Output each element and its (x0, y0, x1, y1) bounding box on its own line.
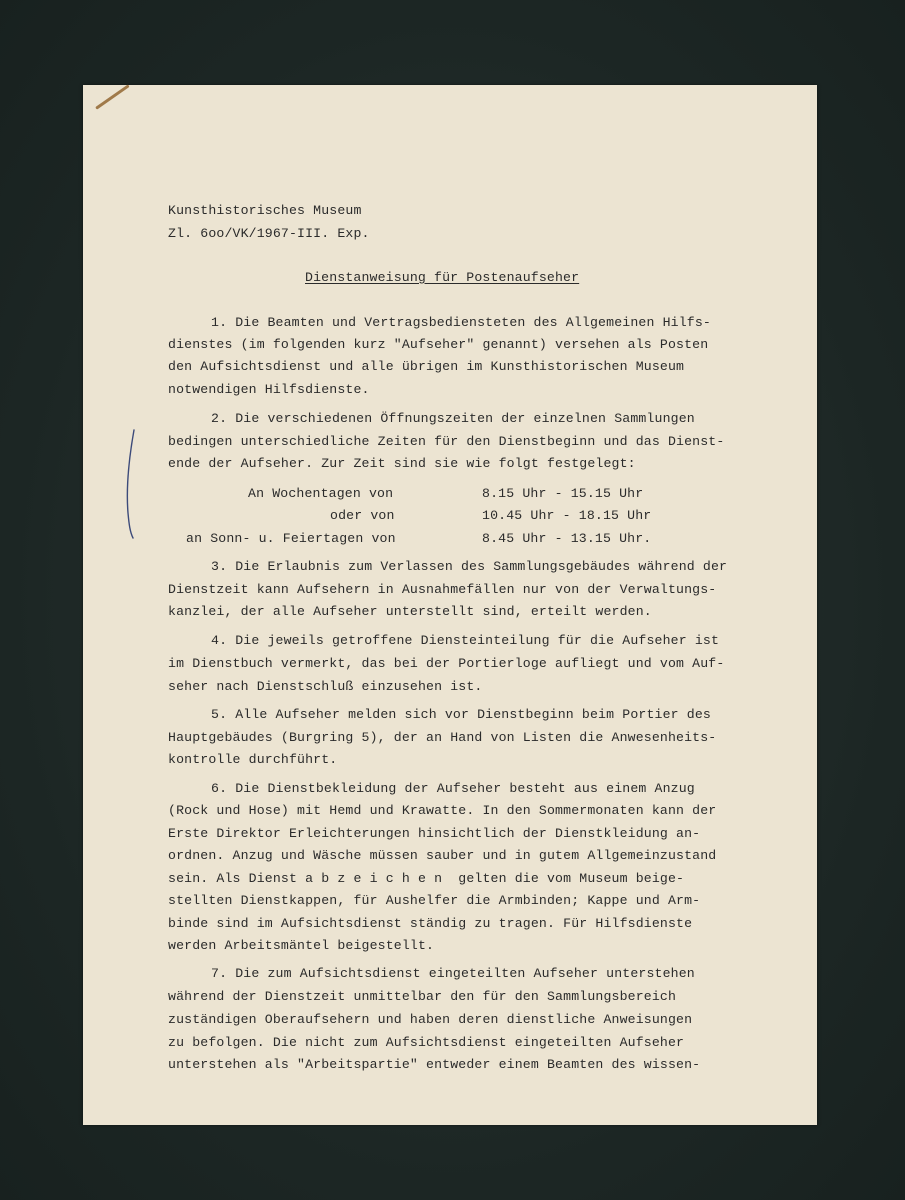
paragraph-6-line: Erste Direktor Erleichterungen hinsichtlich der Dienstkleidung an- (168, 826, 701, 841)
schedule-label: an Sonn- u. Feiertagen von (186, 531, 396, 546)
paragraph-6-line: (Rock und Hose) mit Hemd und Krawatte. In den Sommermonaten kann der (168, 803, 717, 818)
paragraph-6-line: werden Arbeitsmäntel beigestellt. (168, 938, 435, 953)
paragraph-1-line: notwendigen Hilfsdienste. (168, 382, 370, 397)
paragraph-4-line: 4. Die jeweils getroffene Diensteinteilung für die Aufseher ist (211, 633, 720, 648)
paragraph-5-line: 5. Alle Aufseher melden sich vor Dienstbeginn beim Portier des (211, 707, 711, 722)
schedule-time: 10.45 Uhr - 18.15 Uhr (482, 508, 652, 523)
paragraph-3-line: Dienstzeit kann Aufsehern in Ausnahmefällen nur von der Verwaltungs- (168, 582, 717, 597)
schedule-label: An Wochentagen von (248, 486, 394, 501)
paragraph-2-line: ende der Aufseher. Zur Zeit sind sie wie folgt festgelegt: (168, 456, 636, 471)
paragraph-7-line: 7. Die zum Aufsichtsdienst eingeteilten Aufseher unterstehen (211, 966, 695, 981)
paragraph-2-line: bedingen unterschiedliche Zeiten für den Dienstbeginn und das Dienst- (168, 434, 725, 449)
document-title: Dienstanweisung für Postenaufseher (305, 270, 580, 285)
paragraph-5-line: kontrolle durchführt. (168, 752, 338, 767)
paragraph-3-line: kanzlei, der alle Aufseher unterstellt sind, erteilt werden. (168, 604, 652, 619)
paragraph-2-line: 2. Die verschiedenen Öffnungszeiten der einzelnen Sammlungen (211, 411, 695, 426)
schedule-time: 8.15 Uhr - 15.15 Uhr (482, 486, 644, 501)
paragraph-6-line: binde sind im Aufsichtsdienst ständig zu tragen. Für Hilfsdienste (168, 916, 693, 931)
paragraph-3-line: 3. Die Erlaubnis zum Verlassen des Sammlungsgebäudes während der (211, 559, 728, 574)
paragraph-4-line: im Dienstbuch vermerkt, das bei der Portierloge aufliegt und vom Auf- (168, 656, 725, 671)
paragraph-7-line: zuständigen Oberaufsehern und haben deren dienstliche Anweisungen (168, 1012, 693, 1027)
paragraph-6-line: stellten Dienstkappen, für Aushelfer die Armbinden; Kappe und Arm- (168, 893, 701, 908)
paragraph-7-line: während der Dienstzeit unmittelbar den für den Sammlungsbereich (168, 989, 677, 1004)
paragraph-1-line: 1. Die Beamten und Vertragsbediensteten des Allgemeinen Hilfs- (211, 315, 711, 330)
paragraph-7-line: zu befolgen. Die nicht zum Aufsichtsdienst eingeteilten Aufseher (168, 1035, 685, 1050)
paragraph-6-line: ordnen. Anzug und Wäsche müssen sauber und in gutem Allgemeinzustand (168, 848, 717, 863)
paragraph-6-line: sein. Als Dienst a b z e i c h e n gelten die vom Museum beige- (168, 871, 685, 886)
schedule-label: oder von (330, 508, 395, 523)
paragraph-5-line: Hauptgebäudes (Burgring 5), der an Hand von Listen die Anwesenheits- (168, 730, 717, 745)
paragraph-7-line: unterstehen als "Arbeitspartie" entweder einem Beamten des wissen- (168, 1057, 701, 1072)
margin-pencil-mark-icon (120, 428, 140, 540)
paragraph-6-line: 6. Die Dienstbekleidung der Aufseher besteht aus einem Anzug (211, 781, 695, 796)
paragraph-1-line: dienstes (im folgenden kurz "Aufseher" genannt) versehen als Posten (168, 337, 709, 352)
institution-name: Kunsthistorisches Museum (168, 203, 362, 218)
schedule-time: 8.45 Uhr - 13.15 Uhr. (482, 531, 652, 546)
reference-number: Zl. 6oo/VK/1967-III. Exp. (168, 226, 370, 241)
paragraph-1-line: den Aufsichtsdienst und alle übrigen im Kunsthistorischen Museum (168, 359, 685, 374)
paragraph-4-line: seher nach Dienstschluß einzusehen ist. (168, 679, 483, 694)
